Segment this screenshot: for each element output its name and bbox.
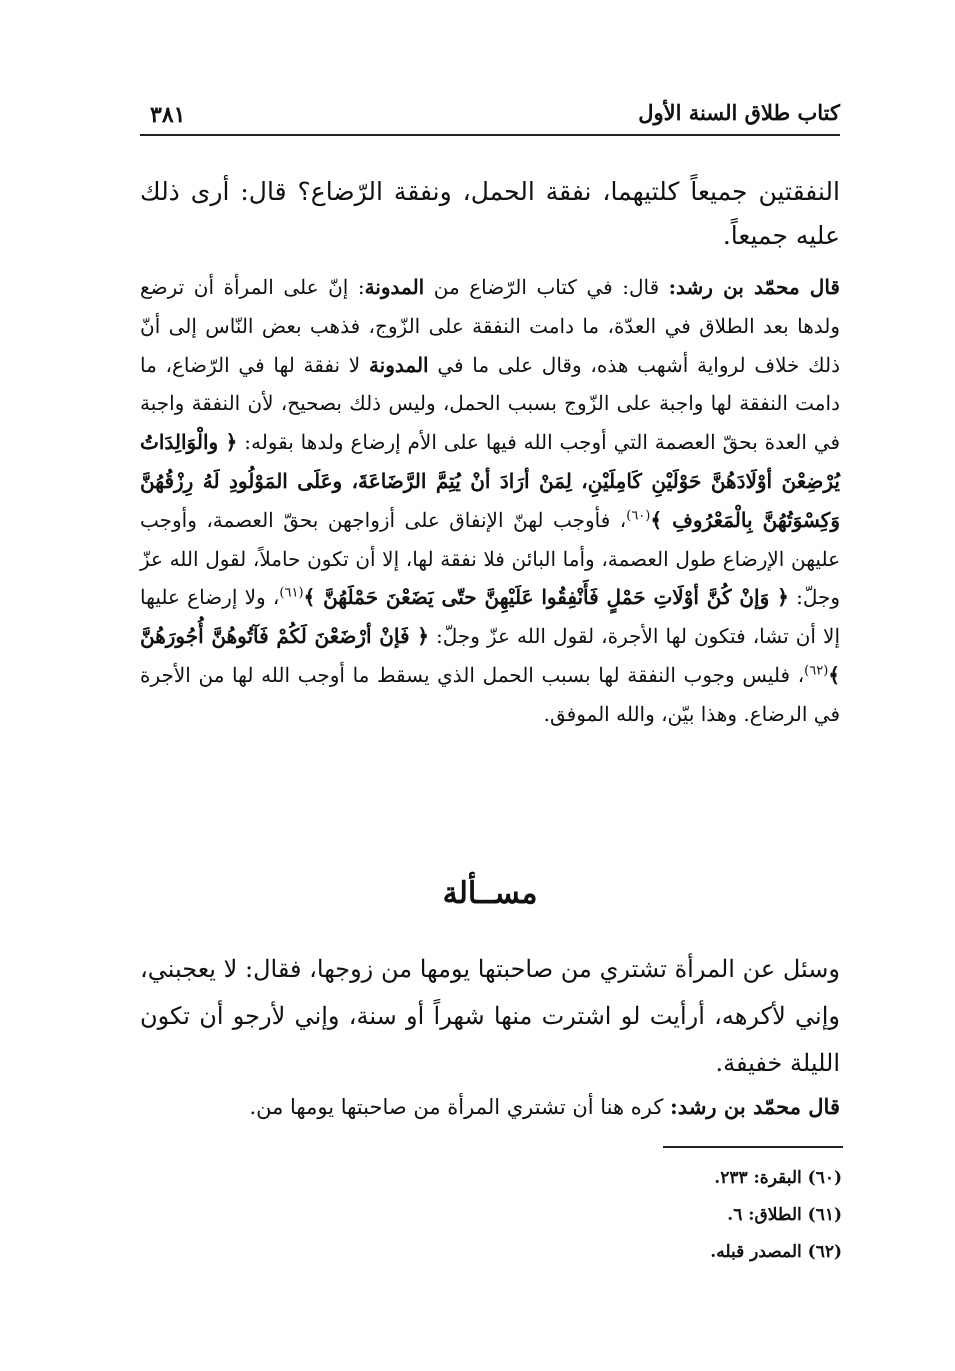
quran-verse: ﴿ والْوَالِدَاتُ يُرْضِعْنَ أوْلَادَهُنَّ حَوْلَيْنِ كَامِلَيْنِ، لِمَنْ أرَادَ أنْ يُتِمَّ الرَّضَاعَةَ، وعَلَى المَوْلُودِ لَهُ رِزْقُهُنَّ وَكِسْوَتُهُنَّ بِالْمَعْرُوفِ ﴾	[140, 430, 840, 532]
text-segment: قال: في كتاب الرّضاع من	[424, 275, 669, 299]
footnote-61: (٦١) الطلاق: ٦.	[727, 1205, 842, 1225]
footnote-ref: (٦٢)	[804, 663, 829, 679]
quran-verse: ﴿ وَإنْ كُنَّ أوْلَاتِ حَمْلٍ فَأَنْفِقُوا عَلَيْهِنَّ حتّى يَضَعْنَ حَمْلَهُنَّ ﴾	[303, 585, 789, 610]
section-heading: مســألة	[442, 876, 538, 911]
running-title: كتاب طلاق السنة الأول	[638, 100, 840, 125]
running-header	[140, 100, 840, 132]
commentator-lead: قال محمّد بن رشد:	[668, 275, 840, 299]
paragraph-commentary	[140, 268, 840, 734]
text-segment: ، فأوجب لهنّ الإنفاق على أزواجهن بحقّ العصمة، وأوجب عليهن الإرضاع طول العصمة، وأما البائن فلا نفقة لها، إلا أن تكون حاملاً، لقول الله عزّ وجلّ:	[140, 507, 840, 610]
header-rule	[140, 134, 840, 136]
page-number: ٣٨١	[150, 102, 186, 128]
paragraph-commentary-2	[140, 1088, 840, 1126]
footnote-ref: (٦١)	[279, 585, 304, 601]
text-segment: ، فليس وجوب النفقة لها بسبب الحمل الذي يسقط ما أوجب الله لها من الأجرة في الرضاع. وهذا بيّن، والله الموفق.	[140, 662, 840, 726]
paragraph-continuation: النفقتين جميعاً كلتيهما، نفقة الحمل، ونفقة الرّضاع؟ قال: أرى ذلك عليه جميعاً.	[140, 177, 840, 250]
source-name: المدونة	[364, 275, 425, 299]
text-segment: : إنّ على المرأة أن ترضع ولدها بعد الطلاق في العدّة، ما دامت النفقة على الزّوج، فذهب بعض النّاس إلى أنّ ذلك خلاف لرواية أشهب هذه، وقال على ما في	[140, 275, 840, 377]
text-segment: لا نفقة لها في الرّضاع، ما دامت النفقة لها واجبة على الزّوج بسبب الحمل، وليس ذلك بصحيح، لأن النفقة واجبة في العدة بحقّ العصمة التي أوجب الله فيها على الأم إرضاع ولدها بقوله:	[140, 352, 841, 455]
footnote-ref: (٦٠)	[626, 508, 651, 524]
footnote-60: (٦٠) البقرة: ٢٣٣.	[714, 1168, 842, 1188]
paragraph-question: وسئل عن المرأة تشتري من صاحبتها يومها من زوجها، فقال: لا يعجبني، وإني لأكرهه، أرأيت لو اشترت منها شهراً أو سنة، وإني لأرجو أن تكون الليلة خفيفة.	[140, 955, 840, 1077]
quran-verse: ﴿ فَإنْ أرْضَعْنَ لَكُمْ فَآتُوهُنَّ أُجُورَهُنَّ ﴾	[140, 624, 840, 687]
footnote-62: (٦٢) المصدر قبله.	[710, 1242, 842, 1262]
text-segment: ، ولا إرضاع عليها إلا أن تشا، فتكون لها الأجرة، لقول الله عزّ وجلّ:	[140, 585, 840, 649]
source-name: المدونة	[368, 352, 429, 377]
footnote-rule	[663, 1146, 843, 1148]
text-segment: كره هنا أن تشتري المرأة من صاحبتها يومها من.	[249, 1095, 671, 1119]
footnotes	[442, 1160, 842, 1271]
commentator-lead: قال محمّد بن رشد:	[670, 1094, 840, 1119]
